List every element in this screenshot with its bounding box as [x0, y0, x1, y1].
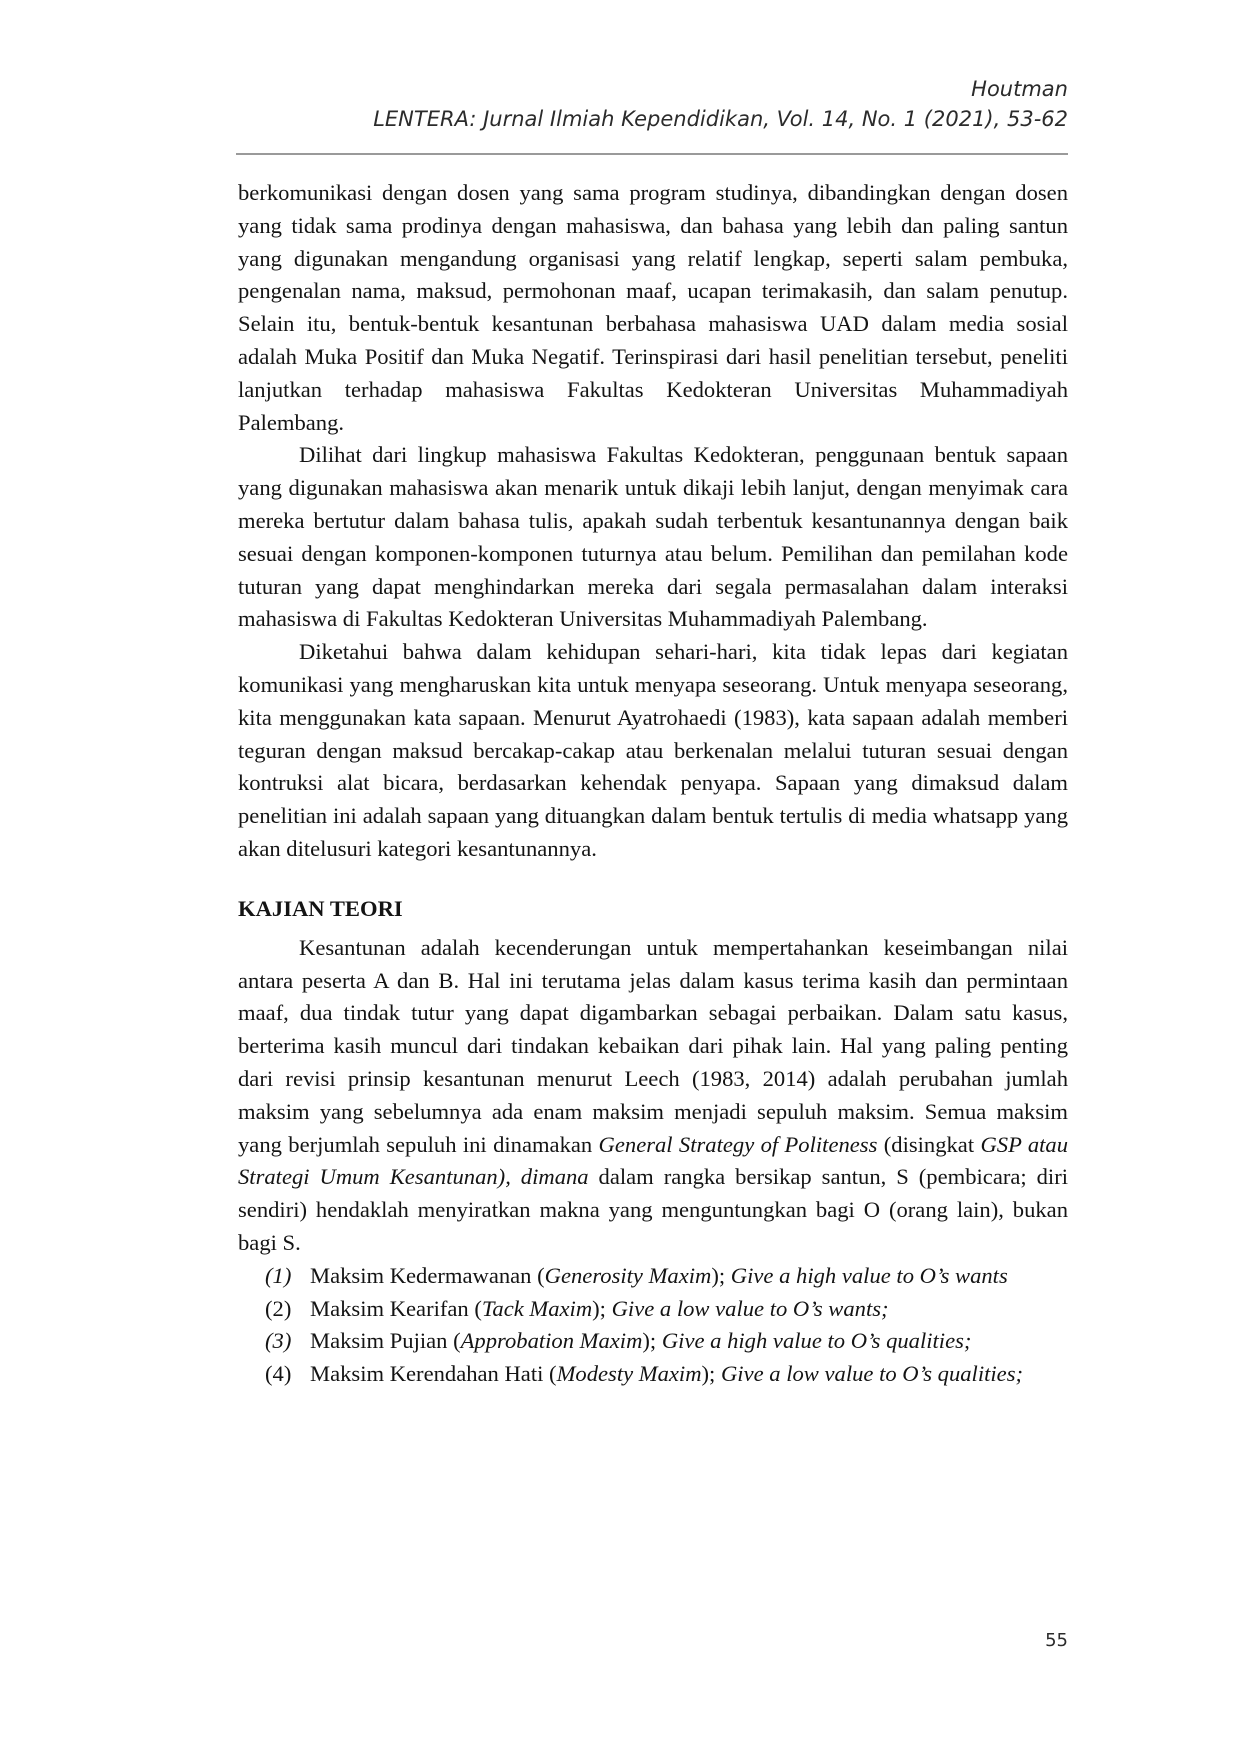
paragraph: Dilihat dari lingkup mahasiswa Fakultas Kedokteran, penggunaan bentuk sapaan yang digunakan mahasiswa akan menarik untuk dikaji lebih lanjut, dengan menyimak cara mereka bertutur dalam bahasa tulis, apakah sudah terbentuk kesantunannya dengan baik sesuai dengan komponen-komponen tuturnya atau belum. Pemilihan dan pemilahan kode tuturan yang dapat menghindarkan mereka dari segala permasalahan dalam interaksi mahasiswa di Fakultas Kedokteran Universitas Muhammadiyah Palembang.	[238, 442, 1068, 632]
maxim-number: (3)	[265, 1328, 292, 1354]
paragraph-continued: berkomunikasi dengan dosen yang sama program studinya, dibandingkan dengan dosen yang tidak sama prodinya dengan mahasiswa, dan bahasa yang lebih dan paling santun yang digunakan mengandung organisasi yang relatif lengkap, seperti salam pembuka, pengenalan nama, maksud, permohonan maaf, ucapan terimakasih, dan salam penutup. Selain itu, bentuk-bentuk kesantunan berbahasa mahasiswa UAD dalam media sosial adalah Muka Positif dan Muka Negatif. Terinspirasi dari hasil penelitian tersebut, peneliti lanjutkan terhadap mahasiswa Fakultas Kedokteran Universitas Muhammadiyah Palembang.	[238, 180, 1068, 435]
maxim-item	[265, 1358, 1068, 1391]
maxim-number: (4)	[265, 1361, 292, 1387]
maxim-number: (1)	[265, 1262, 292, 1288]
maxim-label: Maksim Kearifan (	[310, 1295, 482, 1321]
text-run: (disingkat	[877, 1131, 981, 1157]
maxim-label: Maksim Kerendahan Hati (	[310, 1361, 557, 1387]
header-author: Houtman	[971, 77, 1068, 101]
italic-term: GSP atau Strategi Umum Kesantunan), dimana	[238, 1131, 1068, 1190]
page-body	[238, 177, 1068, 1391]
maxim-description: Give a low value to O’s wants;	[611, 1295, 889, 1321]
maxim-item	[265, 1325, 1068, 1358]
maxim-number: (2)	[265, 1295, 292, 1321]
maxim-term: Approbation Maxim	[460, 1328, 643, 1354]
page-number: 55	[1045, 1630, 1068, 1651]
header-journal: LENTERA: Jurnal Ilmiah Kependidikan, Vol. 14, No. 1 (2021), 53-62	[373, 107, 1068, 131]
maxim-sep: );	[642, 1328, 662, 1354]
maxim-description: Give a high value to O’s qualities;	[661, 1328, 972, 1354]
maxim-item	[265, 1260, 1068, 1293]
maxim-label: Maksim Pujian (	[310, 1328, 461, 1354]
maxim-sep: );	[711, 1262, 731, 1288]
maxim-description: Give a low value to O’s qualities;	[720, 1361, 1024, 1387]
text-run: dalam rangka bersikap santun, S (pembicara; diri sendiri) hendaklah menyiratkan makna yang menguntungkan bagi O (orang lain), bukan bagi S.	[238, 1164, 1069, 1255]
maxim-term: Modesty Maxim	[556, 1361, 702, 1387]
text-run: Kesantunan adalah kecenderungan untuk mempertahankan keseimbangan nilai antara peserta A dan B. Hal ini terutama jelas dalam kasus terima kasih dan permintaan maaf, dua tindak tutur yang dapat digambarkan sebagai perbaikan. Dalam satu kasus, berterima kasih muncul dari tindakan kebaikan dari pihak lain. Hal yang paling penting dari revisi prinsip kesantunan menurut Leech (1983, 2014) adalah perubahan jumlah maksim yang sebelumnya ada enam maksim menjadi sepuluh maksim. Semua maksim yang berjumlah sepuluh ini dinamakan	[238, 934, 1068, 1157]
maxim-item	[265, 1293, 1068, 1326]
maxim-label: Maksim Kedermawanan (	[310, 1262, 545, 1288]
section-paragraph	[238, 932, 1068, 1260]
paragraph: Diketahui bahwa dalam kehidupan sehari-hari, kita tidak lepas dari kegiatan komunikasi yang mengharuskan kita untuk menyapa seseorang. Untuk menyapa seseorang, kita menggunakan kata sapaan. Menurut Ayatrohaedi (1983), kata sapaan adalah memberi teguran dengan maksud bercakap-cakap atau berkenalan melalui tuturan sesuai dengan kontruksi alat bicara, berdasarkan kehendak penyapa. Sapaan yang dimaksud dalam penelitian ini adalah sapaan yang dituangkan dalam bentuk tertulis di media whatsapp yang akan ditelusuri kategori kesantunannya.	[238, 639, 1068, 861]
header-divider	[236, 153, 1068, 155]
maxim-term: Tack Maxim	[481, 1295, 593, 1321]
maxim-sep: );	[592, 1295, 612, 1321]
italic-term: General Strategy of Politeness	[598, 1131, 878, 1157]
maxim-description: Give a high value to O’s wants	[730, 1262, 1008, 1288]
running-header	[236, 74, 1068, 134]
section-heading: KAJIAN TEORI	[238, 895, 403, 921]
maxim-term: Generosity Maxim	[544, 1262, 712, 1288]
maxim-list	[238, 1260, 1068, 1391]
maxim-sep: );	[701, 1361, 721, 1387]
